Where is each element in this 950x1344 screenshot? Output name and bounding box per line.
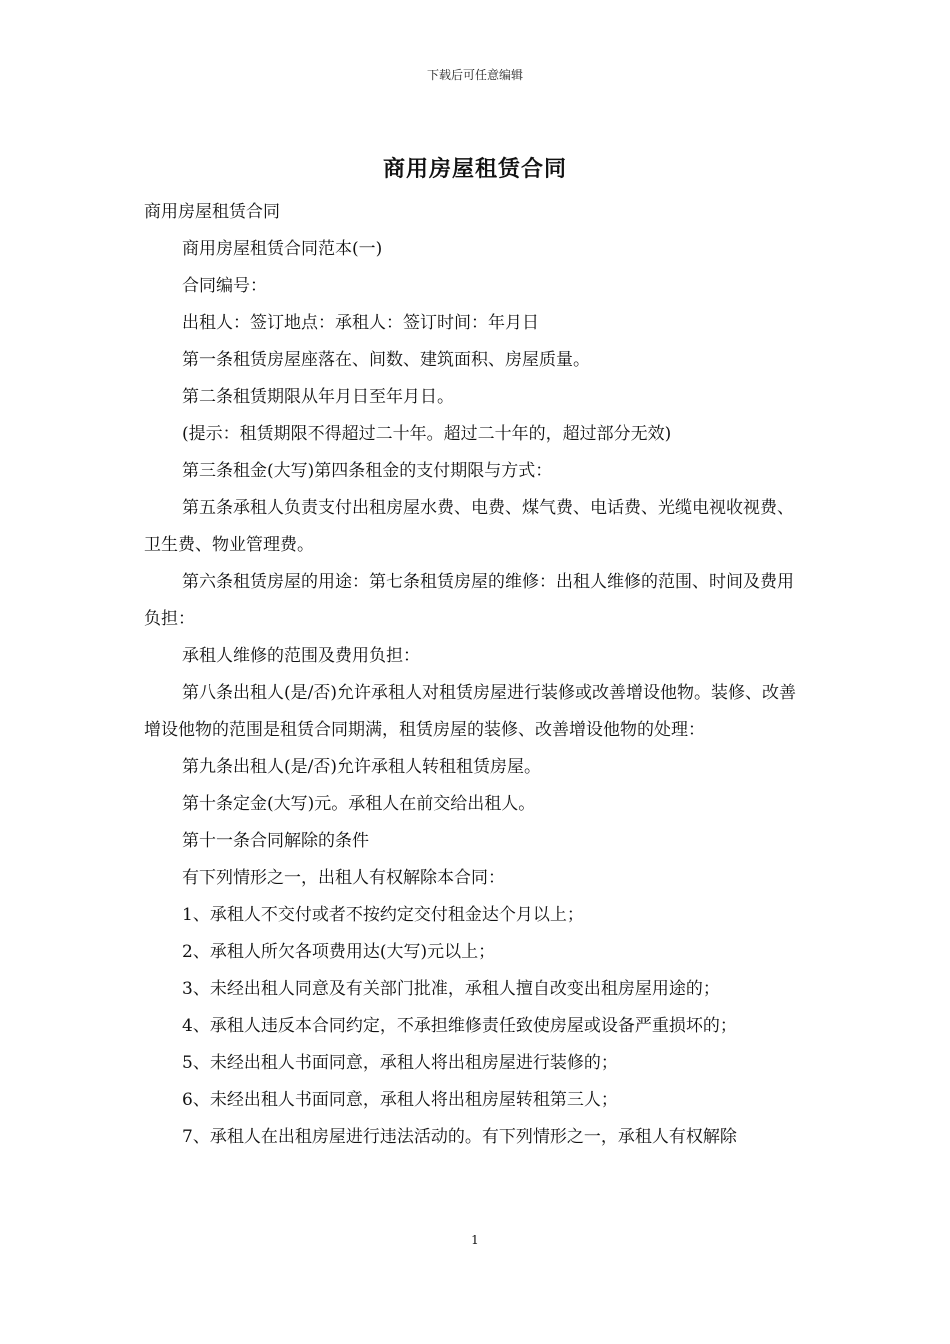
paragraph: 第五条承租人负责支付出租房屋水费、电费、煤气费、电话费、光缆电视收视费、卫生费、物业管理费。 (144, 498, 794, 555)
paragraph: 商用房屋租赁合同范本(一) (182, 239, 383, 259)
document-title: 商用房屋租赁合同 (382, 156, 567, 182)
paragraph: (提示：租赁期限不得超过二十年。超过二十年的，超过部分无效) (182, 424, 672, 444)
paragraph: 第八条出租人(是/否)允许承租人对租赁房屋进行装修或改善增设他物。装修、改善增设他物的范围是租赁合同期满，租赁房屋的装修、改善增设他物的处理： (144, 683, 796, 740)
paragraph: 第三条租金(大写)第四条租金的支付期限与方式： (182, 461, 553, 481)
paragraph: 第九条出租人(是/否)允许承租人转租租赁房屋。 (182, 757, 541, 777)
paragraph: 第十条定金(大写)元。承租人在前交给出租人。 (182, 794, 536, 814)
document-body (144, 194, 808, 1156)
paragraph: 5、未经出租人书面同意，承租人将出租房屋进行装修的； (182, 1053, 618, 1073)
paragraph: 有下列情形之一，出租人有权解除本合同： (182, 868, 505, 888)
paragraph: 2、承租人所欠各项费用达(大写)元以上； (182, 942, 496, 962)
paragraph: 商用房屋租赁合同 (144, 202, 280, 222)
page-number: 1 (471, 1233, 479, 1247)
paragraph: 第一条租赁房屋座落在、间数、建筑面积、房屋质量。 (182, 350, 590, 370)
paragraph: 7、承租人在出租房屋进行违法活动的。有下列情形之一，承租人有权解除 (182, 1127, 737, 1147)
paragraph: 出租人：签订地点：承租人：签订时间：年月日 (182, 313, 539, 333)
paragraph: 第二条租赁期限从年月日至年月日。 (182, 387, 454, 407)
paragraph: 承租人维修的范围及费用负担： (182, 646, 420, 666)
paragraph: 合同编号： (182, 276, 267, 296)
paragraph: 4、承租人违反本合同约定，不承担维修责任致使房屋或设备严重损坏的； (182, 1016, 737, 1036)
paragraph: 第十一条合同解除的条件 (182, 831, 369, 851)
paragraph: 6、未经出租人书面同意，承租人将出租房屋转租第三人； (182, 1090, 618, 1110)
page-header: 下载后可任意编辑 (426, 68, 523, 82)
paragraph: 1、承租人不交付或者不按约定交付租金达个月以上； (182, 905, 584, 925)
paragraph: 3、未经出租人同意及有关部门批准，承租人擅自改变出租房屋用途的； (182, 979, 720, 999)
paragraph: 第六条租赁房屋的用途：第七条租赁房屋的维修：出租人维修的范围、时间及费用负担： (144, 572, 794, 629)
